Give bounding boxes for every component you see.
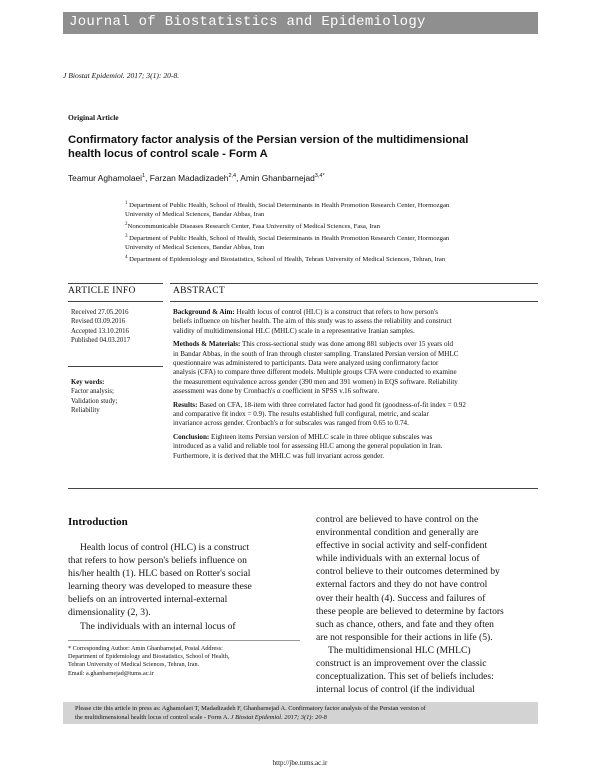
- keywords-rule: [68, 366, 163, 367]
- abstract-heading: ABSTRACT: [173, 286, 226, 296]
- article-type: Original Article: [68, 113, 119, 122]
- journal-header-bar: [63, 12, 538, 34]
- abstract-body: [173, 308, 528, 461]
- body-line: effective in social activity and self-confident: [316, 540, 488, 552]
- keywords-block: [71, 378, 117, 416]
- title-line-1: Confirmatory factor analysis of the Persian version of the multidimensional: [68, 134, 469, 146]
- published-date: Published 04.03.2017: [71, 337, 131, 345]
- author-name: Amin Ghanbarnejad: [240, 173, 315, 183]
- body-line: environmental condition and generally are: [316, 527, 479, 539]
- journal-citation: J Biostat Epidemiol. 2017; 3(1): 20-8.: [63, 71, 180, 80]
- keyword: Reliability: [71, 407, 100, 415]
- keyword: Factor analysis;: [71, 388, 114, 396]
- body-line: The individuals with an internal locus of: [80, 620, 236, 632]
- affiliation: $^4$ Department of Epidemiology and Biostatistics, School of Health, Tehran University of Medical Sciences, Tehran, Iran: [125, 255, 446, 264]
- abstract-methods: Methods & Materials: This cross-sectional study was done among 881 subjects over 15 years old in Bandar Abbas, in the south of Iran through cluster sampling. Translated Persian version of MHLC questionnaire was administered to participants. Data were analyzed using confirmatory factor analysis (CFA) to compare three different models. Multiple groups CFA were conducted to examine the measurement equivalence across gender (390 men and 391 women) in EQS software. Reliability assessment was done by Cronbach's α coefficient in SPSS v.16 software.: [173, 340, 459, 396]
- author-affil-sup: 2,4: [228, 173, 237, 180]
- cite-line-2: the multidimensional health locus of control scale - Form A.: [75, 714, 230, 721]
- revised-date: Revised 03.09.2016: [71, 318, 126, 326]
- affiliation: $^1$ Department of Public Health, School of Health, Social Determinants in Health Promotion Research Center, Hormozgan University of Medical Sciences, Bandar Abbas, Iran: [125, 201, 450, 219]
- journal-url[interactable]: http://jbe.tums.ac.ir: [272, 759, 328, 767]
- author-affil-sup: 3,4*: [314, 173, 325, 180]
- body-line: are not responsible for their actions in life (5).: [316, 631, 493, 643]
- body-line: while individuals with an external locus of: [316, 553, 480, 565]
- body-line: dimensionality (2, 3).: [68, 607, 151, 619]
- keywords-label: Key words:: [71, 379, 105, 386]
- body-line: learning theory was developed to measure these: [68, 581, 252, 593]
- abstract-results: Results: Based on CFA, 18-item with three correlated factor had good fit (goodness-of-fit index = 0.92 and comparative fit index = 0.9). The results established full configural, metric, and scalar invariance across gender. Cronbach's α for subscales was ranged from 0.65 to 0.74.: [173, 400, 466, 428]
- cite-line-1: Please cite this article in press as: Aghamolaei T, Madadizadeh F, Ghanbarnejad A. Confirmatory factor analysis of the Persian version of: [75, 705, 426, 712]
- body-line: that refers to how person's beliefs influence on: [68, 555, 247, 567]
- affiliation: $^3$ Department of Public Health, School of Health, Social Determinants in Health Promotion Research Center, Hormozgan University of Medical Sciences, Bandar Abbas, Iran: [125, 234, 450, 252]
- abstract-conclusion: Conclusion: Eighteen items Persian version of MHLC scale in three oblique subscales was introduced as a valid and reliable tool for assessing HLC among the general population in Iran. Furthermore, it is derived that the MHLC was full invariant across gender.: [173, 432, 443, 460]
- abstract-rule: [170, 301, 538, 302]
- body-line: conceptualization. This set of beliefs includes:: [316, 671, 494, 683]
- article-info-rule: [68, 301, 163, 302]
- author-name: Teamur Aghamolaei: [68, 173, 143, 183]
- body-line: his/her health (1). HLC based on Rotter's social: [68, 568, 251, 580]
- author-affil-sup: 1: [142, 173, 146, 180]
- article-info-heading: ARTICLE INFO: [68, 286, 136, 296]
- body-line: over their health (4). Success and failures of: [316, 592, 486, 604]
- accepted-date: Accepted 13.10.2016: [71, 327, 129, 335]
- body-line: external factors and they do not have control: [316, 579, 488, 591]
- article-info-rule-top: [68, 283, 163, 284]
- cite-journal-ref: J Biostat Epidemiol. 2017; 3(1): 20-8: [230, 714, 327, 721]
- keyword: Validation study;: [71, 397, 118, 405]
- body-line: such as chance, others, and fate and they often: [316, 618, 494, 630]
- author-name: Farzan Madadizadeh: [149, 173, 229, 183]
- article-dates: [71, 308, 130, 346]
- footnote-rule: [68, 640, 300, 641]
- body-line: these people are believed to determine by factors: [316, 605, 504, 617]
- introduction-left-column: [68, 541, 300, 633]
- body-line: Health locus of control (HLC) is a construct: [80, 542, 250, 553]
- corresponding-author-footnote: * Corresponding Author: Amin Ghanbarnejad, Postal Address: Department of Epidemiology and Biostatistics, School of Health, Tehran University of Medical Sciences, Tehran, Iran. Email: a.ghanbarnejad@tums.ac.ir: [68, 645, 300, 678]
- body-line: control believe to their outcomes determined by: [316, 566, 500, 578]
- abstract-bottom-rule: [68, 488, 538, 489]
- title-line-2: health locus of control scale - Form A: [68, 148, 268, 160]
- introduction-right-column: [316, 513, 538, 696]
- body-line: internal locus of control (if the individual: [316, 684, 475, 696]
- author-list: Teamur Aghamolaei$^1$, Farzan Madadizadeh$^{2,4}$, Amin Ghanbarnejad$^{3,4*}$: [68, 173, 325, 183]
- citation-box: [63, 702, 538, 724]
- introduction-heading: Introduction: [68, 516, 128, 528]
- article-title: [68, 133, 538, 161]
- abstract-background: Background & Aim: Health locus of control (HLC) is a construct that refers to how person's beliefs influence on his/her health. The aim of this study was to assess the reliability and construct validity of multidimensional HLC (MHLC) scale in a representative Iranian samples.: [173, 308, 452, 335]
- body-line: construct is an improvement over the classic: [316, 658, 487, 670]
- journal-name: Journal of Biostatistics and Epidemiology: [69, 14, 426, 30]
- body-line: The multidimensional HLC (MHLC): [328, 644, 471, 656]
- body-line: control are believed to have control on the: [316, 514, 479, 525]
- abstract-rule-top: [170, 283, 538, 284]
- received-date: Received 27.05.2016: [71, 309, 129, 316]
- body-line: beliefs on an introverted internal-external: [68, 594, 228, 606]
- affiliation: $^2$Noncommunicable Diseases Research Center, Fasa University of Medical Sciences, Fasa, Iran: [125, 222, 380, 231]
- author-email: Email: a.ghanbarnejad@tums.ac.ir: [68, 669, 154, 677]
